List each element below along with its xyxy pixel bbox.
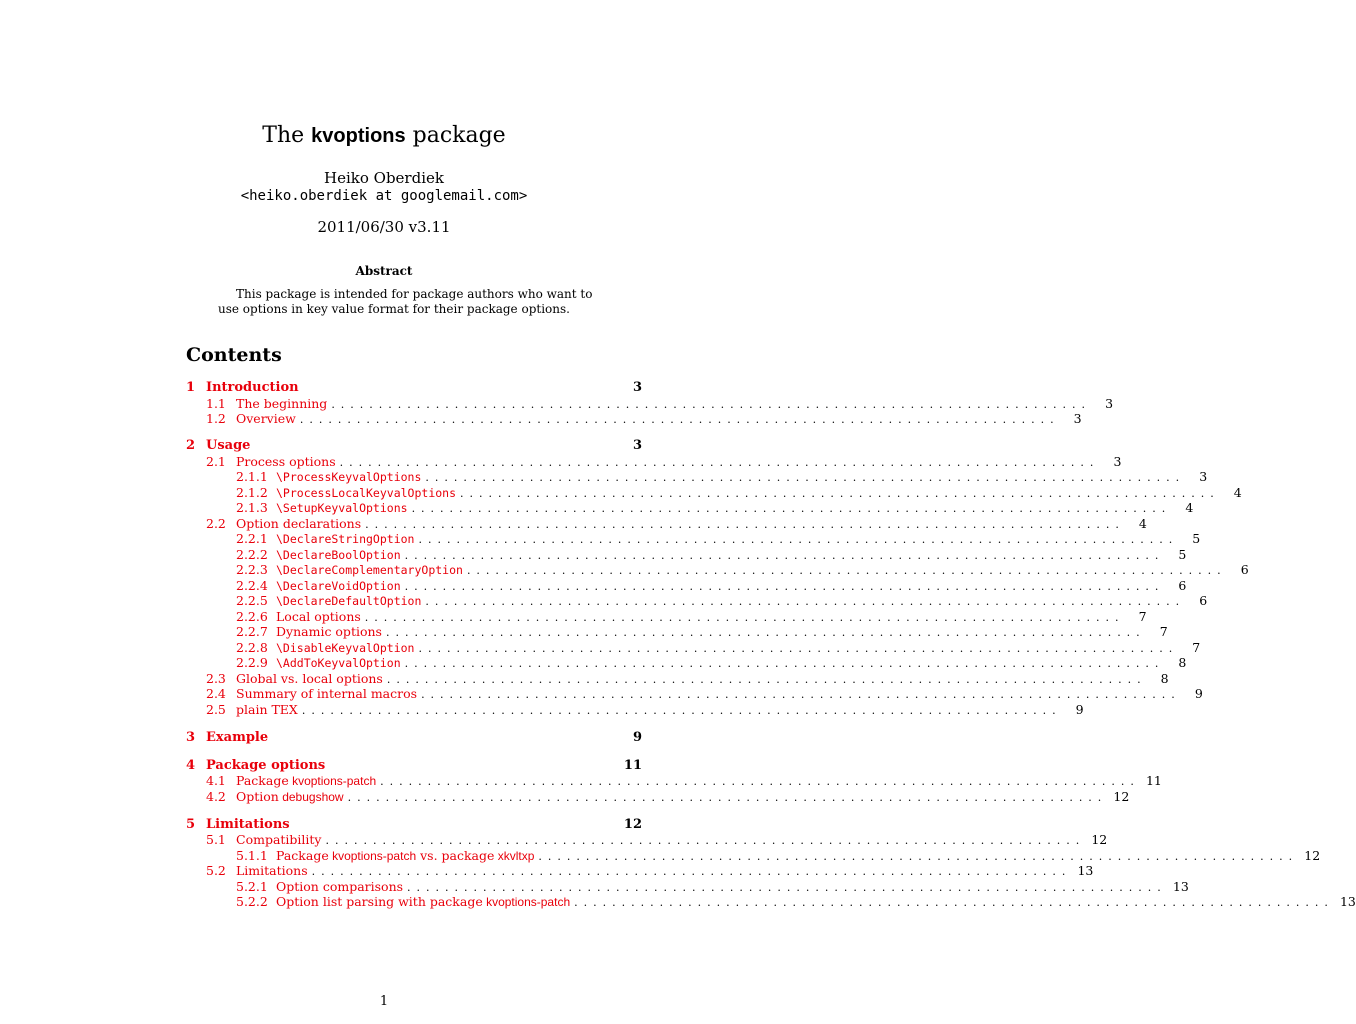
toc-entry-number: 4 <box>186 758 196 773</box>
toc-entry-page: 11 <box>1145 773 1162 788</box>
toc-entry-label: Dynamic options <box>276 624 382 639</box>
toc-entry-label: Package options <box>206 758 326 773</box>
toc-entry-number: 2.3 <box>206 671 226 686</box>
toc-entry-page: 9 <box>1075 702 1084 717</box>
toc-entry-label: \ProcessKeyvalOptions <box>276 470 422 484</box>
toc-entry-number: 5.1.1 <box>236 848 268 863</box>
toc-leader-dots: ................................................................................ <box>339 456 1100 469</box>
toc-entry-number: 1 <box>186 380 196 395</box>
toc-entry-number: 2 <box>186 438 196 453</box>
toc-leader-dots: ................................................................................ <box>365 518 1125 531</box>
toc-leader-dots: ................................................................................ <box>418 642 1179 655</box>
toc-entry-label: Compatibility <box>236 832 322 847</box>
toc-entry-label: Local options <box>276 609 361 624</box>
document-title <box>0 123 768 148</box>
toc-entry[interactable] <box>236 655 1187 671</box>
abstract-heading: Abstract <box>355 264 413 278</box>
toc-leader-dots: ................................................................................ <box>425 471 1186 484</box>
toc-entry-label: Limitations <box>206 817 290 832</box>
toc-entry-number: 5.2.2 <box>236 894 268 909</box>
toc-entry-label: Overview <box>236 411 296 426</box>
toc-entry[interactable] <box>186 730 642 746</box>
toc-entry[interactable] <box>206 686 1203 702</box>
toc-entry[interactable] <box>206 789 1130 805</box>
toc-entry-label: Package kvoptions-patch <box>236 773 377 788</box>
toc-entry[interactable] <box>206 516 1147 532</box>
toc-entry-page: 4 <box>1233 485 1242 500</box>
toc-entry-page: 7 <box>1138 609 1147 624</box>
toc-entry-page: 9 <box>632 730 642 745</box>
toc-entry[interactable] <box>206 702 1084 718</box>
toc-entry-number: 2.2.9 <box>236 655 268 670</box>
toc-entry-page: 6 <box>1178 578 1187 593</box>
toc-leader-dots: ................................................................................ <box>385 626 1146 639</box>
toc-entry[interactable] <box>206 396 1114 412</box>
toc-entry[interactable] <box>206 863 1094 879</box>
toc-entry[interactable] <box>236 848 1321 864</box>
toc-entry-number: 1.1 <box>206 396 226 411</box>
abstract-text: This package is intended for package authors who want to use options in key value format for their package options. <box>218 287 593 316</box>
toc-entry-label: plain TEX <box>236 702 298 717</box>
toc-entry[interactable] <box>236 547 1187 563</box>
toc-leader-dots: ................................................................................ <box>386 673 1147 686</box>
toc-leader-dots: ................................................................................ <box>538 850 1299 863</box>
toc-entry-page: 3 <box>1073 411 1082 426</box>
toc-entry-page: 3 <box>1199 469 1208 484</box>
toc-entry-label: \AddToKeyvalOption <box>276 656 401 670</box>
toc-leader-dots: ................................................................................ <box>421 688 1181 701</box>
toc-entry[interactable] <box>206 773 1162 789</box>
toc-entry-label: The beginning <box>236 396 328 411</box>
toc-entry-number: 2.2.4 <box>236 578 268 593</box>
toc-entry-label: \DeclareVoidOption <box>276 579 401 593</box>
toc-entry-label: Summary of internal macros <box>236 686 418 701</box>
toc-leader-dots: ................................................................................ <box>404 580 1165 593</box>
toc-entry-number: 1.2 <box>206 411 226 426</box>
toc-entry-page: 5 <box>1178 547 1187 562</box>
toc-entry-page: 8 <box>1160 671 1169 686</box>
toc-entry-number: 4.1 <box>206 773 226 788</box>
toc-entry-page: 13 <box>1172 879 1189 894</box>
toc-entry-page: 3 <box>632 380 642 395</box>
toc-entry[interactable] <box>206 411 1082 427</box>
toc-entry-number: 5 <box>186 817 196 832</box>
toc-leader-dots: ................................................................................ <box>364 611 1125 624</box>
toc-leader-dots: ................................................................................ <box>331 398 1092 411</box>
toc-entry-page: 12 <box>1304 848 1321 863</box>
toc-leader-dots: ................................................................................ <box>418 533 1179 546</box>
toc-entry-label: \DeclareStringOption <box>276 532 415 546</box>
toc-entry-page: 3 <box>632 438 642 453</box>
document-date: 2011/06/30 v3.11 <box>317 218 451 236</box>
toc-entry[interactable] <box>206 832 1108 848</box>
toc-entry[interactable] <box>236 562 1249 578</box>
title-suffix: package <box>412 123 506 148</box>
toc-entry-number: 2.1.2 <box>236 485 268 500</box>
toc-entry-label: Option list parsing with package kvoptions-patch <box>276 894 571 909</box>
toc-entry-label: Option debugshow <box>236 789 344 804</box>
toc-entry-number: 5.2.1 <box>236 879 268 894</box>
toc-leader-dots: ................................................................................ <box>425 595 1186 608</box>
toc-entry[interactable] <box>206 454 1122 470</box>
toc-leader-dots: ................................................................................ <box>325 834 1086 847</box>
toc-entry[interactable] <box>236 500 1194 516</box>
toc-entry-label: Option declarations <box>236 516 362 531</box>
toc-entry[interactable] <box>186 758 642 774</box>
toc-entry-number: 2.2.6 <box>236 609 268 624</box>
toc-leader-dots: ................................................................................ <box>404 549 1165 562</box>
toc-entry-page: 12 <box>1113 789 1130 804</box>
toc-entry-number: 3 <box>186 730 196 745</box>
toc-leader-dots: ................................................................................ <box>301 704 1062 717</box>
toc-entry-page: 6 <box>1199 593 1208 608</box>
toc-leader-dots: ................................................................................ <box>407 881 1167 894</box>
toc-leader-dots: ................................................................................ <box>347 791 1108 804</box>
author-name: Heiko Oberdiek <box>324 169 444 187</box>
toc-entry-label: \DeclareDefaultOption <box>276 594 422 608</box>
toc-entry-label: \ProcessLocalKeyvalOptions <box>276 486 457 500</box>
toc-entry-page: 3 <box>1105 396 1114 411</box>
toc-entry-label: \SetupKeyvalOptions <box>276 501 408 515</box>
toc-entry-page: 13 <box>1339 894 1356 909</box>
toc-entry-number: 4.2 <box>206 789 226 804</box>
toc-leader-dots: ................................................................................ <box>299 413 1060 426</box>
title-package-name: kvoptions <box>311 125 406 147</box>
toc-entry-page: 3 <box>1113 454 1122 469</box>
toc-entry-number: 2.1.3 <box>236 500 268 515</box>
toc-leader-dots: ................................................................................ <box>460 487 1220 500</box>
toc-entry-page: 11 <box>623 758 642 773</box>
toc-entry-number: 2.2.8 <box>236 640 268 655</box>
contents-heading: Contents <box>186 344 282 366</box>
toc-entry-label: Package kvoptions-patch vs. package xkvltxp <box>276 848 535 863</box>
toc-leader-dots: ................................................................................ <box>380 775 1140 788</box>
toc-entry-label: \DeclareBoolOption <box>276 548 401 562</box>
toc-entry-label: Process options <box>236 454 336 469</box>
title-prefix: The <box>262 123 305 148</box>
toc-entry-page: 12 <box>623 817 642 832</box>
page-number: 1 <box>379 994 389 1009</box>
toc-leader-dots: ................................................................................ <box>404 657 1165 670</box>
toc-entry-page: 9 <box>1194 686 1203 701</box>
toc-entry[interactable] <box>236 593 1208 609</box>
toc-entry[interactable] <box>236 640 1201 656</box>
toc-leader-dots: ................................................................................ <box>311 865 1072 878</box>
toc-entry-number: 2.2.1 <box>236 531 268 546</box>
toc-entry-page: 13 <box>1077 863 1094 878</box>
toc-entry-label: Example <box>206 730 269 745</box>
toc-entry[interactable] <box>236 609 1147 625</box>
toc-entry-number: 5.2 <box>206 863 226 878</box>
toc-entry-number: 2.1.1 <box>236 469 268 484</box>
toc-entry[interactable] <box>236 624 1168 640</box>
toc-entry-number: 2.2.5 <box>236 593 268 608</box>
toc-entry-page: 7 <box>1159 624 1168 639</box>
toc-entry-page: 6 <box>1240 562 1249 577</box>
toc-entry-page: 4 <box>1138 516 1147 531</box>
toc-entry[interactable] <box>236 485 1242 501</box>
toc-entry[interactable] <box>236 879 1189 895</box>
toc-entry-label: Usage <box>206 438 251 453</box>
toc-entry-number: 2.2.3 <box>236 562 268 577</box>
toc-entry-label: Limitations <box>236 863 308 878</box>
toc-entry-number: 2.5 <box>206 702 226 717</box>
toc-entry-number: 5.1 <box>206 832 226 847</box>
toc-entry-page: 12 <box>1091 832 1108 847</box>
toc-entry-label: Option comparisons <box>276 879 404 894</box>
toc-entry-page: 8 <box>1178 655 1187 670</box>
toc-entry[interactable] <box>186 438 642 454</box>
toc-entry[interactable] <box>186 380 642 396</box>
toc-entry[interactable] <box>236 894 1356 910</box>
toc-leader-dots: ................................................................................ <box>574 896 1334 909</box>
toc-entry-label: \DeclareComplementaryOption <box>276 563 463 577</box>
toc-entry-label: \DisableKeyvalOption <box>276 641 415 655</box>
toc-entry-number: 2.2 <box>206 516 226 531</box>
toc-entry[interactable] <box>236 469 1208 485</box>
toc-entry[interactable] <box>206 671 1169 687</box>
toc-entry-label: Global vs. local options <box>236 671 383 686</box>
author-email: <heiko.oberdiek at googlemail.com> <box>240 188 528 204</box>
toc-entry-label: Introduction <box>206 380 299 395</box>
toc-entry-number: 2.1 <box>206 454 226 469</box>
toc-entry-page: 5 <box>1192 531 1201 546</box>
toc-leader-dots: ................................................................................ <box>411 502 1172 515</box>
toc-leader-dots: ................................................................................ <box>466 564 1227 577</box>
toc-entry-page: 4 <box>1185 500 1194 515</box>
toc-entry[interactable] <box>186 817 642 833</box>
toc-entry-number: 2.4 <box>206 686 226 701</box>
toc-entry[interactable] <box>236 531 1201 547</box>
toc-entry-page: 7 <box>1192 640 1201 655</box>
toc-entry-number: 2.2.2 <box>236 547 268 562</box>
toc-entry-number: 2.2.7 <box>236 624 268 639</box>
toc-entry[interactable] <box>236 578 1187 594</box>
